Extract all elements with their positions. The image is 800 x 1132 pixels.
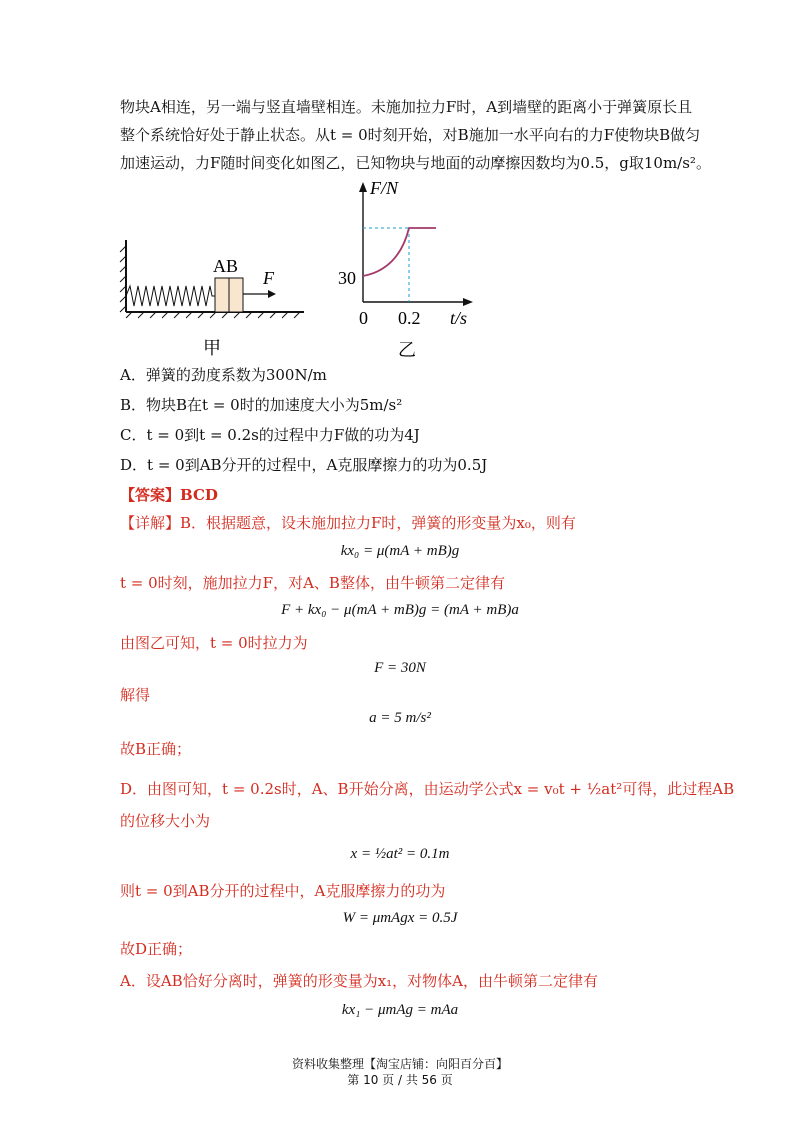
x-tick-0-2: 0.2 [398, 308, 421, 328]
intro-line-3: 加速运动，力F随时间变化如图乙，已知物块与地面的动摩擦因数均为0.5，g取10m/s²。 [120, 154, 711, 172]
detail-line-2: t = 0时刻，施加拉力F，对A、B整体，由牛顿第二定律有 [120, 574, 505, 592]
detail-line-3: 由图乙可知，t = 0时拉力为 [120, 634, 308, 652]
caption-jia: 甲 [203, 338, 221, 358]
x-label: t/s [450, 308, 468, 328]
force-curve [363, 228, 436, 276]
equation-3: F = 30N [374, 660, 426, 676]
option-b: B．物块B在t = 0时的加速度大小为5m/s² [120, 396, 403, 414]
y-label: F/N [370, 178, 399, 198]
detail-line-1: 【详解】B．根据题意，设未施加拉力F时，弹簧的形变量为x₀，则有 [120, 514, 576, 532]
detail-line-7: 的位移大小为 [120, 812, 211, 830]
footer-source: 资料收集整理【淘宝店铺：向阳百分百】 [291, 1057, 508, 1071]
detail-line-5: 故B正确； [120, 740, 192, 758]
detail-line-6: D．由图可知，t = 0.2s时，A、B开始分离，由运动学公式x = v₀t + ½at²可得，此过程AB [120, 780, 735, 798]
x-tick-0: 0 [359, 308, 368, 328]
block-a [215, 278, 229, 312]
label-ab: AB [213, 256, 239, 276]
equation-5: x = ½at² = 0.1m [350, 846, 450, 862]
answer: 【答案】BCD [120, 486, 218, 504]
footer-page: 第 10 页 / 共 56 页 [347, 1073, 453, 1087]
equation-4: a = 5 m/s² [369, 710, 431, 726]
figure-jia [118, 232, 318, 362]
equation-1: kx₀ = μ(mA + mB)g [340, 543, 460, 559]
label-f: F [263, 268, 274, 288]
equation-6: W = μmAgx = 0.5J [342, 910, 458, 926]
caption-yi: 乙 [398, 340, 416, 360]
intro-line-2: 整个系统恰好处于静止状态。从t = 0时刻开始，对B施加一水平向右的力F使物块B做匀 [120, 126, 701, 144]
option-c: C．t = 0到t = 0.2s的过程中力F做的功为4J [120, 426, 420, 444]
y-tick-30: 30 [338, 268, 356, 288]
option-d: D．t = 0到AB分开的过程中，A克服摩擦力的功为0.5J [120, 456, 488, 474]
spring [126, 286, 215, 306]
equation-7: kx₁ − μmAg = mAa [341, 1002, 459, 1018]
detail-line-4: 解得 [120, 686, 151, 704]
intro-line-1: 物块A相连，另一端与竖直墙壁相连。未施加拉力F时，A到墙壁的距离小于弹簧原长且 [120, 98, 693, 116]
block-b [229, 278, 243, 312]
detail-line-9: 故D正确； [120, 940, 193, 958]
figure-yi [330, 172, 510, 364]
arrow-head [268, 290, 276, 298]
detail-line-8: 则t = 0到AB分开的过程中，A克服摩擦力的功为 [120, 882, 446, 900]
detail-line-10: A．设AB恰好分离时，弹簧的形变量为x₁，对物体A，由牛顿第二定律有 [120, 972, 598, 990]
equation-2: F + kx₀ − μ(mA + mB)g = (mA + mB)a [281, 602, 519, 618]
option-a: A．弹簧的劲度系数为300N/m [120, 366, 327, 384]
